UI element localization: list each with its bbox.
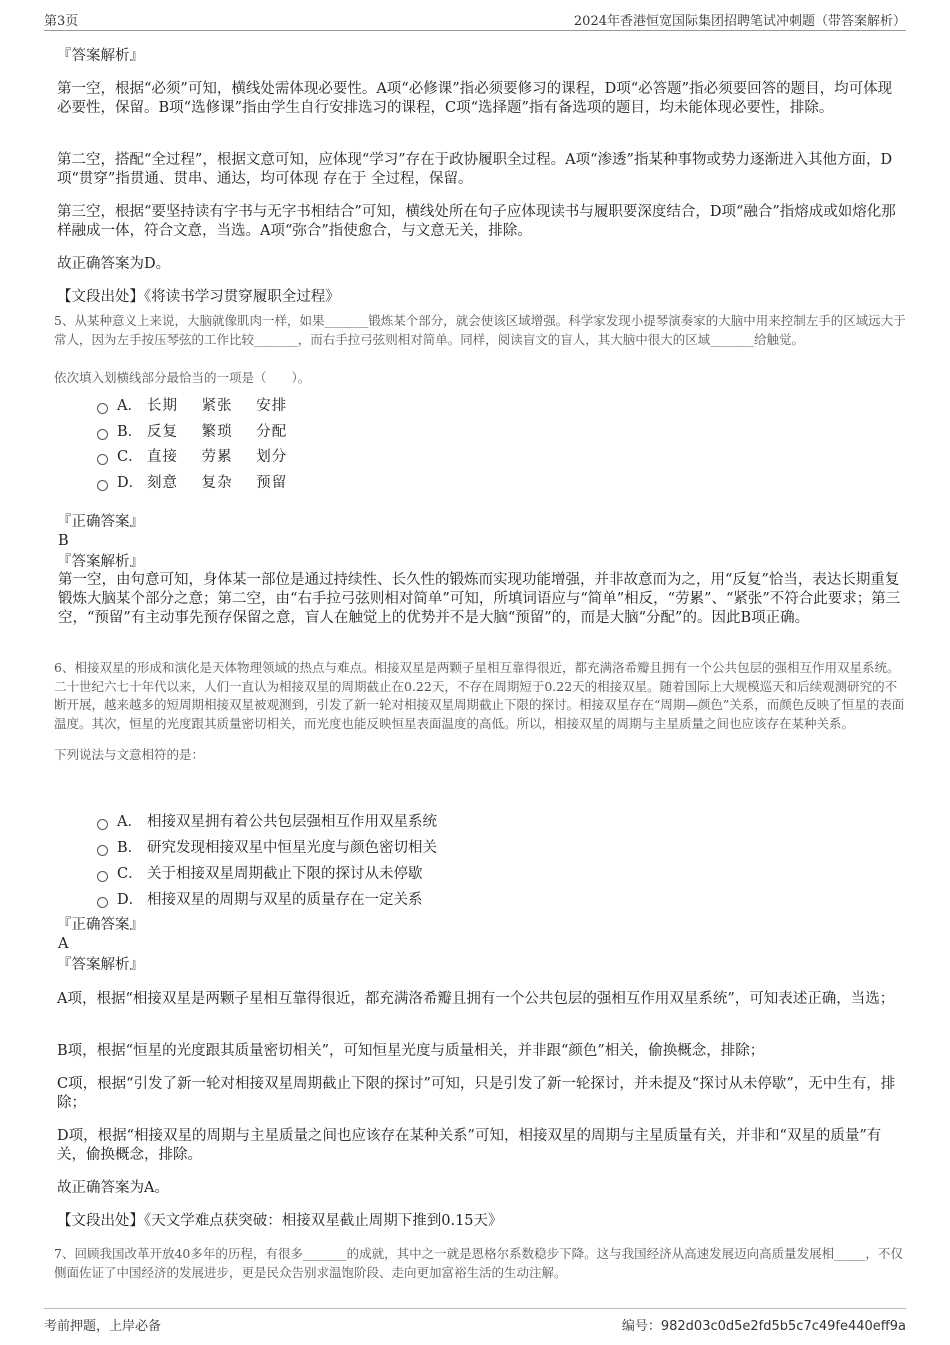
q5-option-a[interactable]: A． 长期 紧张 安排 <box>97 394 287 415</box>
radio-icon[interactable] <box>97 897 108 908</box>
q4-analysis-para-3: 第三空，根据“要坚持读有字书与无字书相结合”可知，横线处所在句子应体现读书与履职要深度结合，D项“融合”指熔成或如熔化那样融成一体，符合文意，当选。A项“弥合”指使愈合，与文意无关，排除。 <box>57 204 896 239</box>
q6-option-c[interactable]: C． 关于相接双星周期截止下限的探讨从未停歇 <box>97 862 423 883</box>
q6-source: 【文段出处】《天文学难点获突破：相接双星截止周期下推到0.15天》 <box>57 1213 503 1229</box>
footer-slogan: 考前押题，上岸必备 <box>44 1319 162 1334</box>
document-title: 2024年香港恒宽国际集团招聘笔试冲刺题（带答案解析） <box>573 14 906 29</box>
q6-option-d[interactable]: D． 相接双星的周期与双星的质量存在一定关系 <box>97 888 423 909</box>
radio-icon[interactable] <box>97 454 108 465</box>
q5-stem: 5、从某种意义上来说，大脑就像肌肉一样，如果_______锻炼某个部分，就会使该区域增强。科学家发现小提琴演奏家的大脑中用来控制左手的区域远大于常人，因为左手按压琴弦的工作比较_______，而右手拉弓弦则相对简单。同样，阅读盲文的盲人，其大脑中很大的区域_______给触觉。 <box>54 313 906 347</box>
q6-conclusion: 故正确答案为A。 <box>57 1180 169 1196</box>
q6-stem: 6、相接双星的形成和演化是天体物理领域的热点与难点。相接双星是两颗子星相互靠得很近，都充满洛希瓣且拥有一个公共包层的强相互作用双星系统。二十世纪六七十年代以来，人们一直认为相接双星的周期截止在0.22天，不存在周期短于0.22天的相接双星。随着国际上大规模巡天和后续观测研究的不断开展，越来越多的短周期相接双星被观测到，引发了新一轮对相接双星周期截止下限的探讨。相接双星存在“周期—颜色”关系，而颜色反映了恒星的表面温度。其次，恒星的光度跟其质量密切相关，而光度也能反映恒星表面温度的高低。所以，相接双星的周期与主星质量之间也应该存在某种关系。 <box>54 660 905 731</box>
page-header <box>44 8 906 31</box>
q6-analysis-label: 『答案解析』 <box>57 957 144 973</box>
q6-analysis-b: B项，根据“恒星的光度跟其质量密切相关”，可知恒星光度与质量相关，并非跟“颜色”相关，偷换概念，排除； <box>57 1043 765 1059</box>
q7-stem: 7、回顾我国改革开放40多年的历程，有很多_______的成就，其中之一就是恩格尔系数稳步下降。这与我国经济从高速发展迈向高质量发展相_____，不仅侧面佐证了中国经济的发展进步，更是民众告别求温饱阶段、走向更加富裕生活的生动注解。 <box>54 1246 903 1280</box>
page-footer <box>44 1308 906 1335</box>
q6-analysis-d: D项，根据“相接双星的周期与主星质量之间也应该存在某种关系”可知，相接双星的周期与主星质量有关，并非和“双星的质量”有关，偷换概念，排除。 <box>57 1128 882 1163</box>
page-number: 第3页 <box>44 14 79 29</box>
q4-analysis-para-1: 第一空，根据“必须”可知，横线处需体现必要性。A项“必修课”指必须要修习的课程，D项“必答题”指必须要回答的题目，均可体现必要性，保留。B项“选修课”指由学生自行安排选习的课程，C项“选择题”指有备选项的题目，均未能体现必要性，排除。 <box>57 81 893 116</box>
q4-analysis-para-2: 第二空，搭配“全过程”，根据文意可知，应体现“学习”存在于政协履职全过程。A项“渗透”指某种事物或势力逐渐进入其他方面，D项“贯穿”指贯通、贯串、通达，均可体现 存在于 全过程，保留。 <box>57 152 893 187</box>
q5-answer-label: 『正确答案』 <box>57 514 144 530</box>
radio-icon[interactable] <box>97 819 108 830</box>
q5-prompt: 依次填入划横线部分最恰当的一项是（ ）。 <box>54 370 311 385</box>
q5-option-d[interactable]: D． 刻意 复杂 预留 <box>97 471 287 492</box>
q4-analysis-label: 『答案解析』 <box>57 48 144 64</box>
radio-icon[interactable] <box>97 403 108 414</box>
q6-option-b[interactable]: B． 研究发现相接双星中恒星光度与颜色密切相关 <box>97 836 437 857</box>
radio-icon[interactable] <box>97 429 108 440</box>
q6-prompt: 下列说法与文意相符的是： <box>54 747 205 762</box>
q4-source: 【文段出处】《将读书学习贯穿履职全过程》 <box>57 289 340 305</box>
q6-analysis-c: C项，根据“引发了新一轮对相接双星周期截止下限的探讨”可知，只是引发了新一轮探讨，并未提及“探讨从未停歇”，无中生有，排除； <box>57 1076 896 1111</box>
radio-icon[interactable] <box>97 845 108 856</box>
q6-answer: A <box>58 936 69 952</box>
q5-option-b[interactable]: B． 反复 繁琐 分配 <box>97 420 287 441</box>
q4-conclusion: 故正确答案为D。 <box>57 256 171 272</box>
q6-option-a[interactable]: A． 相接双星拥有着公共包层强相互作用双星系统 <box>97 810 437 831</box>
q5-answer: B <box>58 533 69 549</box>
q5-option-c[interactable]: C． 直接 劳累 划分 <box>97 445 287 466</box>
q5-analysis: 第一空，由句意可知，身体某一部位是通过持续性、长久性的锻炼而实现功能增强，并非故意而为之，用“反复”恰当，表达长期重复锻炼大脑某个部分之意；第二空，由“右手拉弓弦则相对简单”可知，所填词语应与“简单”相反，“劳累”、“紧张”不符合此要求；第三空，“预留”有主动事先预存保留之意，盲人在触觉上的优势并不是大脑“预留”的，而是大脑“分配”的。因此B项正确。 <box>58 572 901 626</box>
q6-analysis-a: A项，根据“相接双星是两颗子星相互靠得很近，都充满洛希瓣且拥有一个公共包层的强相互作用双星系统”，可知表述正确，当选； <box>57 991 895 1007</box>
q6-answer-label: 『正确答案』 <box>57 917 144 933</box>
radio-icon[interactable] <box>97 871 108 882</box>
q5-analysis-label: 『答案解析』 <box>57 554 144 570</box>
radio-icon[interactable] <box>97 480 108 491</box>
document-code: 编号：982d03c0d5e2fd5b5c7c49fe440eff9a <box>621 1319 906 1334</box>
